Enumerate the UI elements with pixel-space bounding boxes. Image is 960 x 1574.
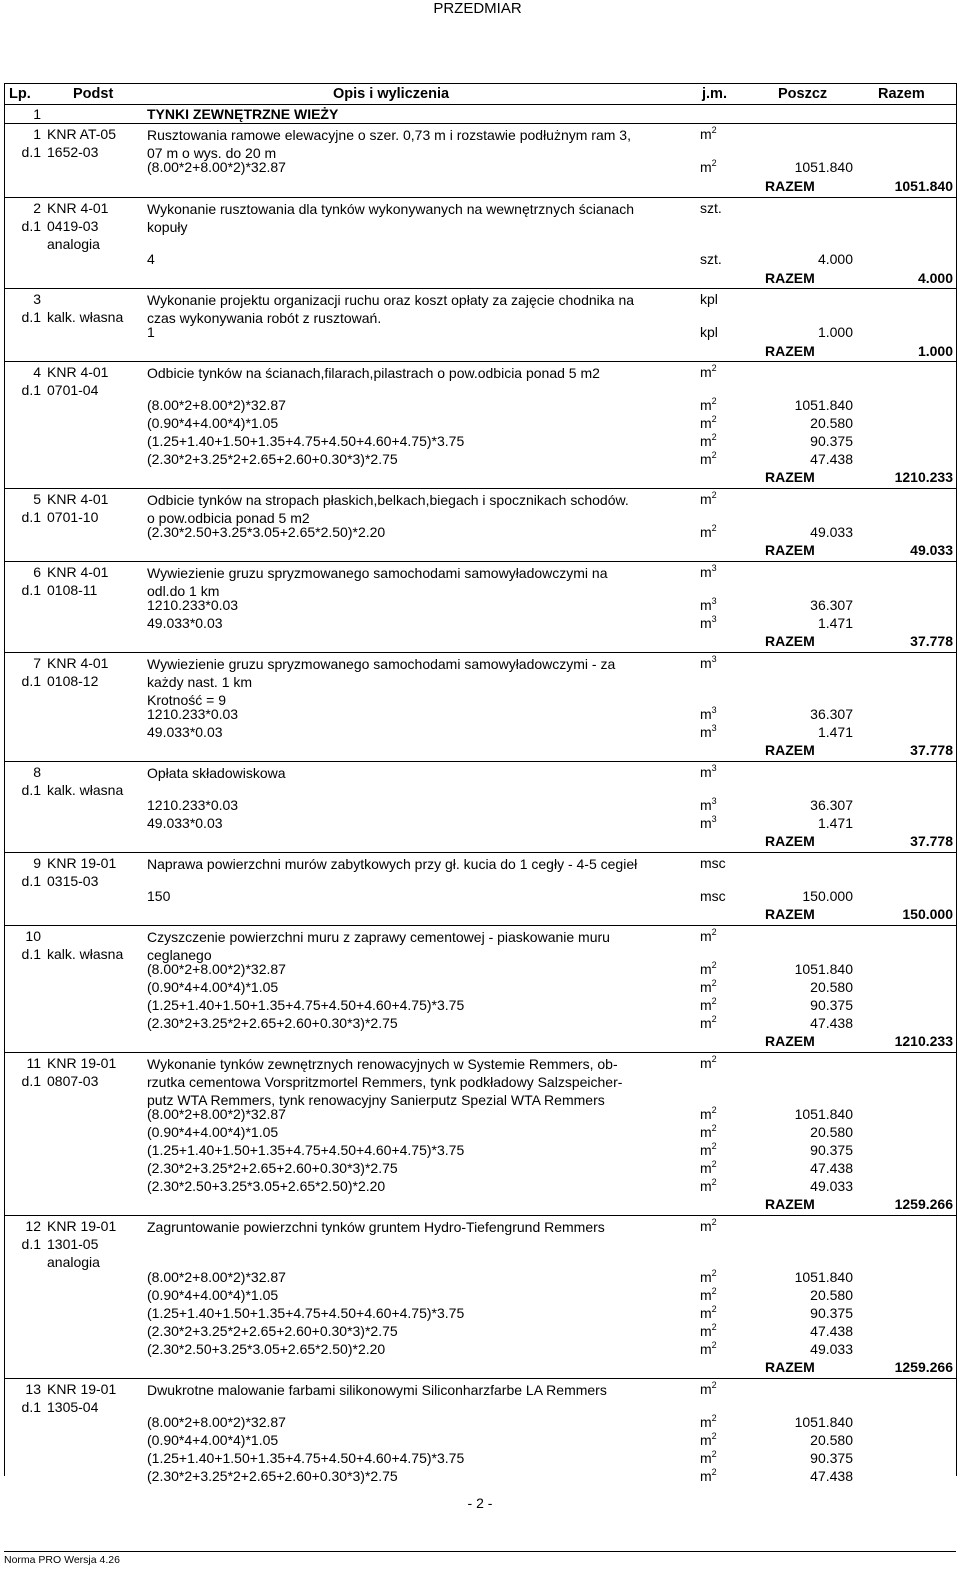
calc-expression: (8.00*2+8.00*2)*32.87: [147, 397, 286, 413]
razem-value: 37.778: [910, 633, 953, 649]
calc-expression: (2.30*2+3.25*2+2.65+2.60+0.30*3)*2.75: [147, 1323, 398, 1339]
item-code: 0701-04: [47, 382, 99, 398]
razem-line: [5, 343, 956, 361]
item-unit: $m^3$: [700, 654, 717, 671]
calc-unit: $m^2$: [700, 523, 717, 540]
item-code: 0108-12: [47, 673, 99, 689]
item-sub: d.1: [21, 673, 41, 689]
item-lp: 7: [33, 655, 41, 671]
calc-unit: $m^2$: [700, 996, 717, 1013]
item-description: Naprawa powierzchni murów zabytkowych przy gł. kucia do 1 cegły - 4-5 cegieł: [147, 856, 638, 872]
calc-value: 1051.840: [794, 397, 853, 413]
calc-value: 47.438: [810, 1015, 853, 1031]
razem-line: [5, 906, 956, 924]
razem-label: RAZEM: [765, 1033, 815, 1049]
header-lp: Lp.: [9, 86, 31, 102]
calc-value: 90.375: [810, 433, 853, 449]
item-description: Dwukrotne malowanie farbami silikonowymi Siliconharzfarbe LA Remmers: [147, 1382, 607, 1398]
calc-unit: $m^2$: [700, 1141, 717, 1158]
calc-unit: $m^2$: [700, 450, 717, 467]
calc-expression: 4: [147, 251, 155, 267]
item-code: KNR 4-01: [47, 200, 109, 216]
item-unit: $m^3$: [700, 763, 717, 780]
item-row: [5, 562, 956, 653]
group-lp: 1: [33, 106, 41, 122]
item-code: 0701-10: [47, 509, 99, 525]
item-code: KNR AT-05: [47, 126, 116, 142]
razem-value: 150.000: [902, 906, 953, 922]
calc-expression: (2.30*2+3.25*2+2.65+2.60+0.30*3)*2.75: [147, 1468, 398, 1484]
calc-line: [147, 1106, 956, 1124]
item-row: [5, 762, 956, 853]
calc-unit: $m^2$: [700, 1105, 717, 1122]
calc-value: 1051.840: [794, 1414, 853, 1430]
calc-line: [147, 1323, 956, 1341]
item-description: Wywiezienie gruzu spryzmowanego samochodami samowyładowczymi - za każdy nast. 1 km Krotność = 9: [147, 656, 616, 708]
calc-line: [147, 815, 956, 833]
calc-value: 90.375: [810, 1142, 853, 1158]
item-lp: 9: [33, 855, 41, 871]
calc-unit: $m^2$: [700, 1340, 717, 1357]
item-description: Wywiezienie gruzu spryzmowanego samochodami samowyładowczymi na odl.do 1 km: [147, 565, 608, 599]
item-lp: 10: [25, 928, 41, 944]
item-description: Odbicie tynków na stropach płaskich,belkach,biegach i spocznikach schodów. o pow.odbicia ponad 5 m2: [147, 492, 629, 526]
calc-expression: (2.30*2+3.25*2+2.65+2.60+0.30*3)*2.75: [147, 1015, 398, 1031]
item-code: 0419-03: [47, 218, 99, 234]
razem-label: RAZEM: [765, 742, 815, 758]
calc-unit: $m^2$: [700, 1413, 717, 1430]
item-row: [5, 489, 956, 562]
calc-line: [147, 706, 956, 724]
calc-unit: $m^2$: [700, 414, 717, 431]
calc-line: [147, 397, 956, 415]
item-code: 0108-11: [47, 582, 98, 598]
calc-line: [147, 1015, 956, 1033]
calc-unit: kpl: [700, 324, 718, 340]
calc-expression: (8.00*2+8.00*2)*32.87: [147, 961, 286, 977]
item-lp: 2: [33, 200, 41, 216]
calc-unit: $m^3$: [700, 723, 717, 740]
item-description: Wykonanie rusztowania dla tynków wykonywanych na wewnętrznych ścianach kopuły: [147, 201, 634, 235]
item-unit: szt.: [700, 200, 722, 216]
item-sub: d.1: [21, 1236, 41, 1252]
calc-expression: (8.00*2+8.00*2)*32.87: [147, 1414, 286, 1430]
calc-line: [147, 524, 956, 542]
calc-line: [147, 324, 956, 342]
calc-line: [147, 997, 956, 1015]
razem-line: [5, 1196, 956, 1214]
item-lp: 3: [33, 291, 41, 307]
razem-label: RAZEM: [765, 1196, 815, 1212]
calc-line: [147, 1450, 956, 1468]
calc-unit: $m^2$: [700, 978, 717, 995]
calc-unit: $m^2$: [700, 158, 717, 175]
item-row: [5, 926, 956, 1053]
item-description: Wykonanie tynków zewnętrznych renowacyjnych w Systemie Remmers, ob- rzutka cementowa Vorspritzmortel Remmers, tynk podkładowy Salzspeicher- putz WTA Remmers, tynk renowacyjny Sanierputz Spezial WTA Remmers: [147, 1056, 623, 1108]
calc-line: [147, 615, 956, 633]
item-row: [5, 1216, 956, 1379]
calc-unit: $m^2$: [700, 1268, 717, 1285]
item-code: analogia: [47, 236, 100, 252]
calc-line: [147, 1178, 956, 1196]
calc-line: [147, 1432, 956, 1450]
calc-expression: (8.00*2+8.00*2)*32.87: [147, 1269, 286, 1285]
calc-unit: $m^2$: [700, 960, 717, 977]
item-unit: kpl: [700, 291, 718, 307]
calc-line: [147, 1341, 956, 1359]
calc-value: 20.580: [810, 1287, 853, 1303]
calc-unit: $m^2$: [700, 1177, 717, 1194]
item-sub: d.1: [21, 782, 41, 798]
calc-value: 47.438: [810, 1468, 853, 1484]
calc-line: [147, 797, 956, 815]
calc-expression: (0.90*4+4.00*4)*1.05: [147, 979, 279, 995]
razem-label: RAZEM: [765, 270, 815, 286]
calc-value: 90.375: [810, 1450, 853, 1466]
item-code: KNR 19-01: [47, 1381, 117, 1397]
calc-expression: (0.90*4+4.00*4)*1.05: [147, 415, 279, 431]
razem-value: 1210.233: [894, 469, 953, 485]
calc-expression: 49.033*0.03: [147, 615, 223, 631]
calc-line: [147, 415, 956, 433]
calc-value: 1051.840: [794, 1106, 853, 1122]
item-sub: d.1: [21, 582, 41, 598]
calc-value: 49.033: [810, 524, 853, 540]
item-sub: d.1: [21, 218, 41, 234]
calc-line: [147, 1124, 956, 1142]
calc-expression: (2.30*2+3.25*2+2.65+2.60+0.30*3)*2.75: [147, 1160, 398, 1176]
calc-unit: msc: [700, 888, 726, 904]
calc-value: 36.307: [810, 706, 853, 722]
razem-value: 37.778: [910, 833, 953, 849]
razem-line: [5, 270, 956, 288]
item-description: Zagruntowanie powierzchni tynków gruntem Hydro-Tiefengrund Remmers: [147, 1219, 605, 1235]
item-code: kalk. własna: [47, 782, 124, 798]
razem-label: RAZEM: [765, 833, 815, 849]
calc-expression: 1210.233*0.03: [147, 797, 239, 813]
item-code: KNR 4-01: [47, 491, 109, 507]
razem-line: [5, 178, 956, 196]
calc-value: 1051.840: [794, 159, 853, 175]
footer-text: Norma PRO Wersja 4.26: [4, 1551, 956, 1566]
calc-line: [147, 1414, 956, 1432]
calc-value: 1.000: [817, 324, 853, 340]
calc-expression: (1.25+1.40+1.50+1.35+4.75+4.50+4.60+4.75)*3.75: [147, 997, 465, 1013]
calc-expression: 1: [147, 324, 155, 340]
item-code: KNR 4-01: [47, 564, 109, 580]
razem-label: RAZEM: [765, 178, 815, 194]
item-row: [5, 198, 956, 289]
item-code: 1305-04: [47, 1399, 99, 1415]
calc-value: 20.580: [810, 1432, 853, 1448]
calc-expression: (2.30*2.50+3.25*3.05+2.65*2.50)*2.20: [147, 1178, 386, 1194]
item-description: Opłata składowiskowa: [147, 765, 286, 781]
calc-expression: (1.25+1.40+1.50+1.35+4.75+4.50+4.60+4.75)*3.75: [147, 1305, 465, 1321]
calc-value: 36.307: [810, 597, 853, 613]
calc-unit: $m^2$: [700, 1286, 717, 1303]
header-podst: Podst: [73, 86, 114, 102]
calc-unit: $m^2$: [700, 1431, 717, 1448]
razem-label: RAZEM: [765, 906, 815, 922]
header-razem: Razem: [878, 86, 925, 102]
razem-label: RAZEM: [765, 542, 815, 558]
calc-line: [147, 1287, 956, 1305]
item-row: [5, 853, 956, 926]
calc-line: [147, 961, 956, 979]
calc-expression: (8.00*2+8.00*2)*32.87: [147, 159, 286, 175]
item-description: Rusztowania ramowe elewacyjne o szer. 0,73 m i rozstawie podłużnym ram 3, 07 m o wys. do 20 m: [147, 127, 631, 161]
calc-value: 1.471: [817, 615, 853, 631]
calc-line: [147, 251, 956, 269]
calc-value: 150.000: [802, 888, 853, 904]
item-code: KNR 19-01: [47, 1218, 117, 1234]
calc-unit: $m^3$: [700, 705, 717, 722]
calc-unit: $m^2$: [700, 1322, 717, 1339]
calc-unit: $m^2$: [700, 1159, 717, 1176]
calc-unit: $m^2$: [700, 1467, 717, 1484]
page-number: - 2 -: [467, 1495, 493, 1511]
table-header: [5, 83, 956, 105]
calc-value: 47.438: [810, 451, 853, 467]
item-code: KNR 19-01: [47, 855, 117, 871]
item-description: Odbicie tynków na ścianach,filarach,pilastrach o pow.odbicia ponad 5 m2: [147, 365, 600, 381]
calc-unit: szt.: [700, 251, 722, 267]
calc-value: 90.375: [810, 997, 853, 1013]
calc-line: [147, 1142, 956, 1160]
item-unit: $m^2$: [700, 125, 717, 142]
item-lp: 13: [25, 1381, 41, 1397]
item-code: kalk. własna: [47, 309, 124, 325]
item-code: 0807-03: [47, 1073, 99, 1089]
calc-value: 36.307: [810, 797, 853, 813]
razem-label: RAZEM: [765, 469, 815, 485]
calc-value: 20.580: [810, 1124, 853, 1140]
calc-expression: (2.30*2.50+3.25*3.05+2.65*2.50)*2.20: [147, 1341, 386, 1357]
item-unit: $m^3$: [700, 563, 717, 580]
calc-line: [147, 1305, 956, 1323]
item-sub: d.1: [21, 1399, 41, 1415]
calc-unit: $m^3$: [700, 814, 717, 831]
calc-unit: $m^2$: [700, 1449, 717, 1466]
item-sub: d.1: [21, 509, 41, 525]
calc-expression: (2.30*2.50+3.25*3.05+2.65*2.50)*2.20: [147, 524, 386, 540]
item-rows: [5, 124, 956, 1499]
calc-line: [147, 451, 956, 469]
item-sub: d.1: [21, 309, 41, 325]
calc-line: [147, 159, 956, 177]
calc-line: [147, 888, 956, 906]
razem-line: [5, 1033, 956, 1051]
item-unit: $m^2$: [700, 1217, 717, 1234]
calc-unit: $m^3$: [700, 614, 717, 631]
item-sub: d.1: [21, 382, 41, 398]
item-code: 0315-03: [47, 873, 99, 889]
item-unit: $m^2$: [700, 927, 717, 944]
item-lp: 4: [33, 364, 41, 380]
calc-line: [147, 724, 956, 742]
item-unit: $m^2$: [700, 1054, 717, 1071]
calc-unit: $m^2$: [700, 1014, 717, 1031]
item-lp: 12: [25, 1218, 41, 1234]
razem-value: 1259.266: [894, 1359, 953, 1375]
item-lp: 5: [33, 491, 41, 507]
item-row: [5, 124, 956, 198]
item-row: [5, 289, 956, 362]
razem-line: [5, 469, 956, 487]
razem-value: 1210.233: [894, 1033, 953, 1049]
item-code: KNR 4-01: [47, 364, 109, 380]
item-code: 1652-03: [47, 144, 99, 160]
calc-value: 20.580: [810, 415, 853, 431]
razem-value: 1051.840: [894, 178, 953, 194]
group-title: TYNKI ZEWNĘTRZNE WIEŻY: [147, 106, 339, 122]
razem-label: RAZEM: [765, 633, 815, 649]
calc-expression: (0.90*4+4.00*4)*1.05: [147, 1287, 279, 1303]
calc-unit: $m^2$: [700, 1123, 717, 1140]
item-code: 1301-05: [47, 1236, 99, 1252]
calc-value: 1051.840: [794, 961, 853, 977]
calc-value: 49.033: [810, 1178, 853, 1194]
calc-unit: $m^2$: [700, 432, 717, 449]
calc-unit: $m^3$: [700, 596, 717, 613]
razem-label: RAZEM: [765, 343, 815, 359]
item-lp: 1: [33, 126, 41, 142]
item-unit: $m^2$: [700, 490, 717, 507]
calc-line: [147, 1468, 956, 1486]
calc-value: 20.580: [810, 979, 853, 995]
item-description: Czyszczenie powierzchni muru z zaprawy cementowej - piaskowanie muru ceglanego: [147, 929, 610, 963]
item-row: [5, 1379, 956, 1499]
header-poszcz: Poszcz: [778, 86, 828, 102]
item-row: [5, 362, 956, 489]
razem-line: [5, 1359, 956, 1377]
calc-expression: 1210.233*0.03: [147, 597, 239, 613]
razem-value: 4.000: [917, 270, 953, 286]
calc-value: 1.471: [817, 815, 853, 831]
item-lp: 11: [26, 1055, 41, 1071]
item-code: kalk. własna: [47, 946, 124, 962]
razem-line: [5, 542, 956, 560]
item-row: [5, 1053, 956, 1216]
calc-expression: (0.90*4+4.00*4)*1.05: [147, 1432, 279, 1448]
item-sub: d.1: [21, 1073, 41, 1089]
calc-line: [147, 597, 956, 615]
razem-value: 1259.266: [894, 1196, 953, 1212]
group-row: [5, 105, 956, 124]
item-code: analogia: [47, 1254, 100, 1270]
calc-line: [147, 433, 956, 451]
calc-expression: (0.90*4+4.00*4)*1.05: [147, 1124, 279, 1140]
header-jm: j.m.: [702, 86, 727, 102]
calc-expression: (1.25+1.40+1.50+1.35+4.75+4.50+4.60+4.75)*3.75: [147, 433, 465, 449]
calc-expression: 1210.233*0.03: [147, 706, 239, 722]
calc-unit: $m^3$: [700, 796, 717, 813]
przedmiar-table: [4, 83, 957, 1484]
razem-line: [5, 833, 956, 851]
razem-line: [5, 633, 956, 651]
item-code: KNR 4-01: [47, 655, 109, 671]
calc-unit: $m^2$: [700, 396, 717, 413]
calc-line: [147, 1269, 956, 1287]
item-sub: d.1: [21, 144, 41, 160]
calc-line: [147, 1160, 956, 1178]
item-code: KNR 19-01: [47, 1055, 117, 1071]
item-sub: d.1: [21, 873, 41, 889]
item-description: Wykonanie projektu organizacji ruchu oraz koszt opłaty za zajęcie chodnika na czas wykonywania robót z rusztowań.: [147, 292, 635, 326]
calc-expression: (2.30*2+3.25*2+2.65+2.60+0.30*3)*2.75: [147, 451, 398, 467]
item-row: [5, 653, 956, 762]
calc-expression: (1.25+1.40+1.50+1.35+4.75+4.50+4.60+4.75)*3.75: [147, 1142, 465, 1158]
razem-value: 49.033: [910, 542, 953, 558]
calc-value: 1.471: [817, 724, 853, 740]
calc-unit: $m^2$: [700, 1304, 717, 1321]
item-sub: d.1: [21, 946, 41, 962]
razem-line: [5, 742, 956, 760]
item-unit: msc: [700, 855, 726, 871]
razem-value: 37.778: [910, 742, 953, 758]
calc-expression: 49.033*0.03: [147, 815, 223, 831]
razem-value: 1.000: [917, 343, 953, 359]
calc-value: 49.033: [810, 1341, 853, 1357]
item-unit: $m^2$: [700, 1380, 717, 1397]
calc-value: 90.375: [810, 1305, 853, 1321]
item-unit: $m^2$: [700, 363, 717, 380]
calc-value: 47.438: [810, 1160, 853, 1176]
calc-expression: (8.00*2+8.00*2)*32.87: [147, 1106, 286, 1122]
razem-label: RAZEM: [765, 1359, 815, 1375]
calc-expression: (1.25+1.40+1.50+1.35+4.75+4.50+4.60+4.75)*3.75: [147, 1450, 465, 1466]
item-lp: 6: [33, 564, 41, 580]
item-lp: 8: [33, 764, 41, 780]
calc-value: 47.438: [810, 1323, 853, 1339]
calc-value: 4.000: [817, 251, 853, 267]
header-opis: Opis i wyliczenia: [333, 86, 450, 102]
page-title: PRZEDMIAR: [433, 0, 522, 17]
calc-line: [147, 979, 956, 997]
calc-value: 1051.840: [794, 1269, 853, 1285]
calc-expression: 49.033*0.03: [147, 724, 223, 740]
calc-expression: 150: [147, 888, 171, 904]
